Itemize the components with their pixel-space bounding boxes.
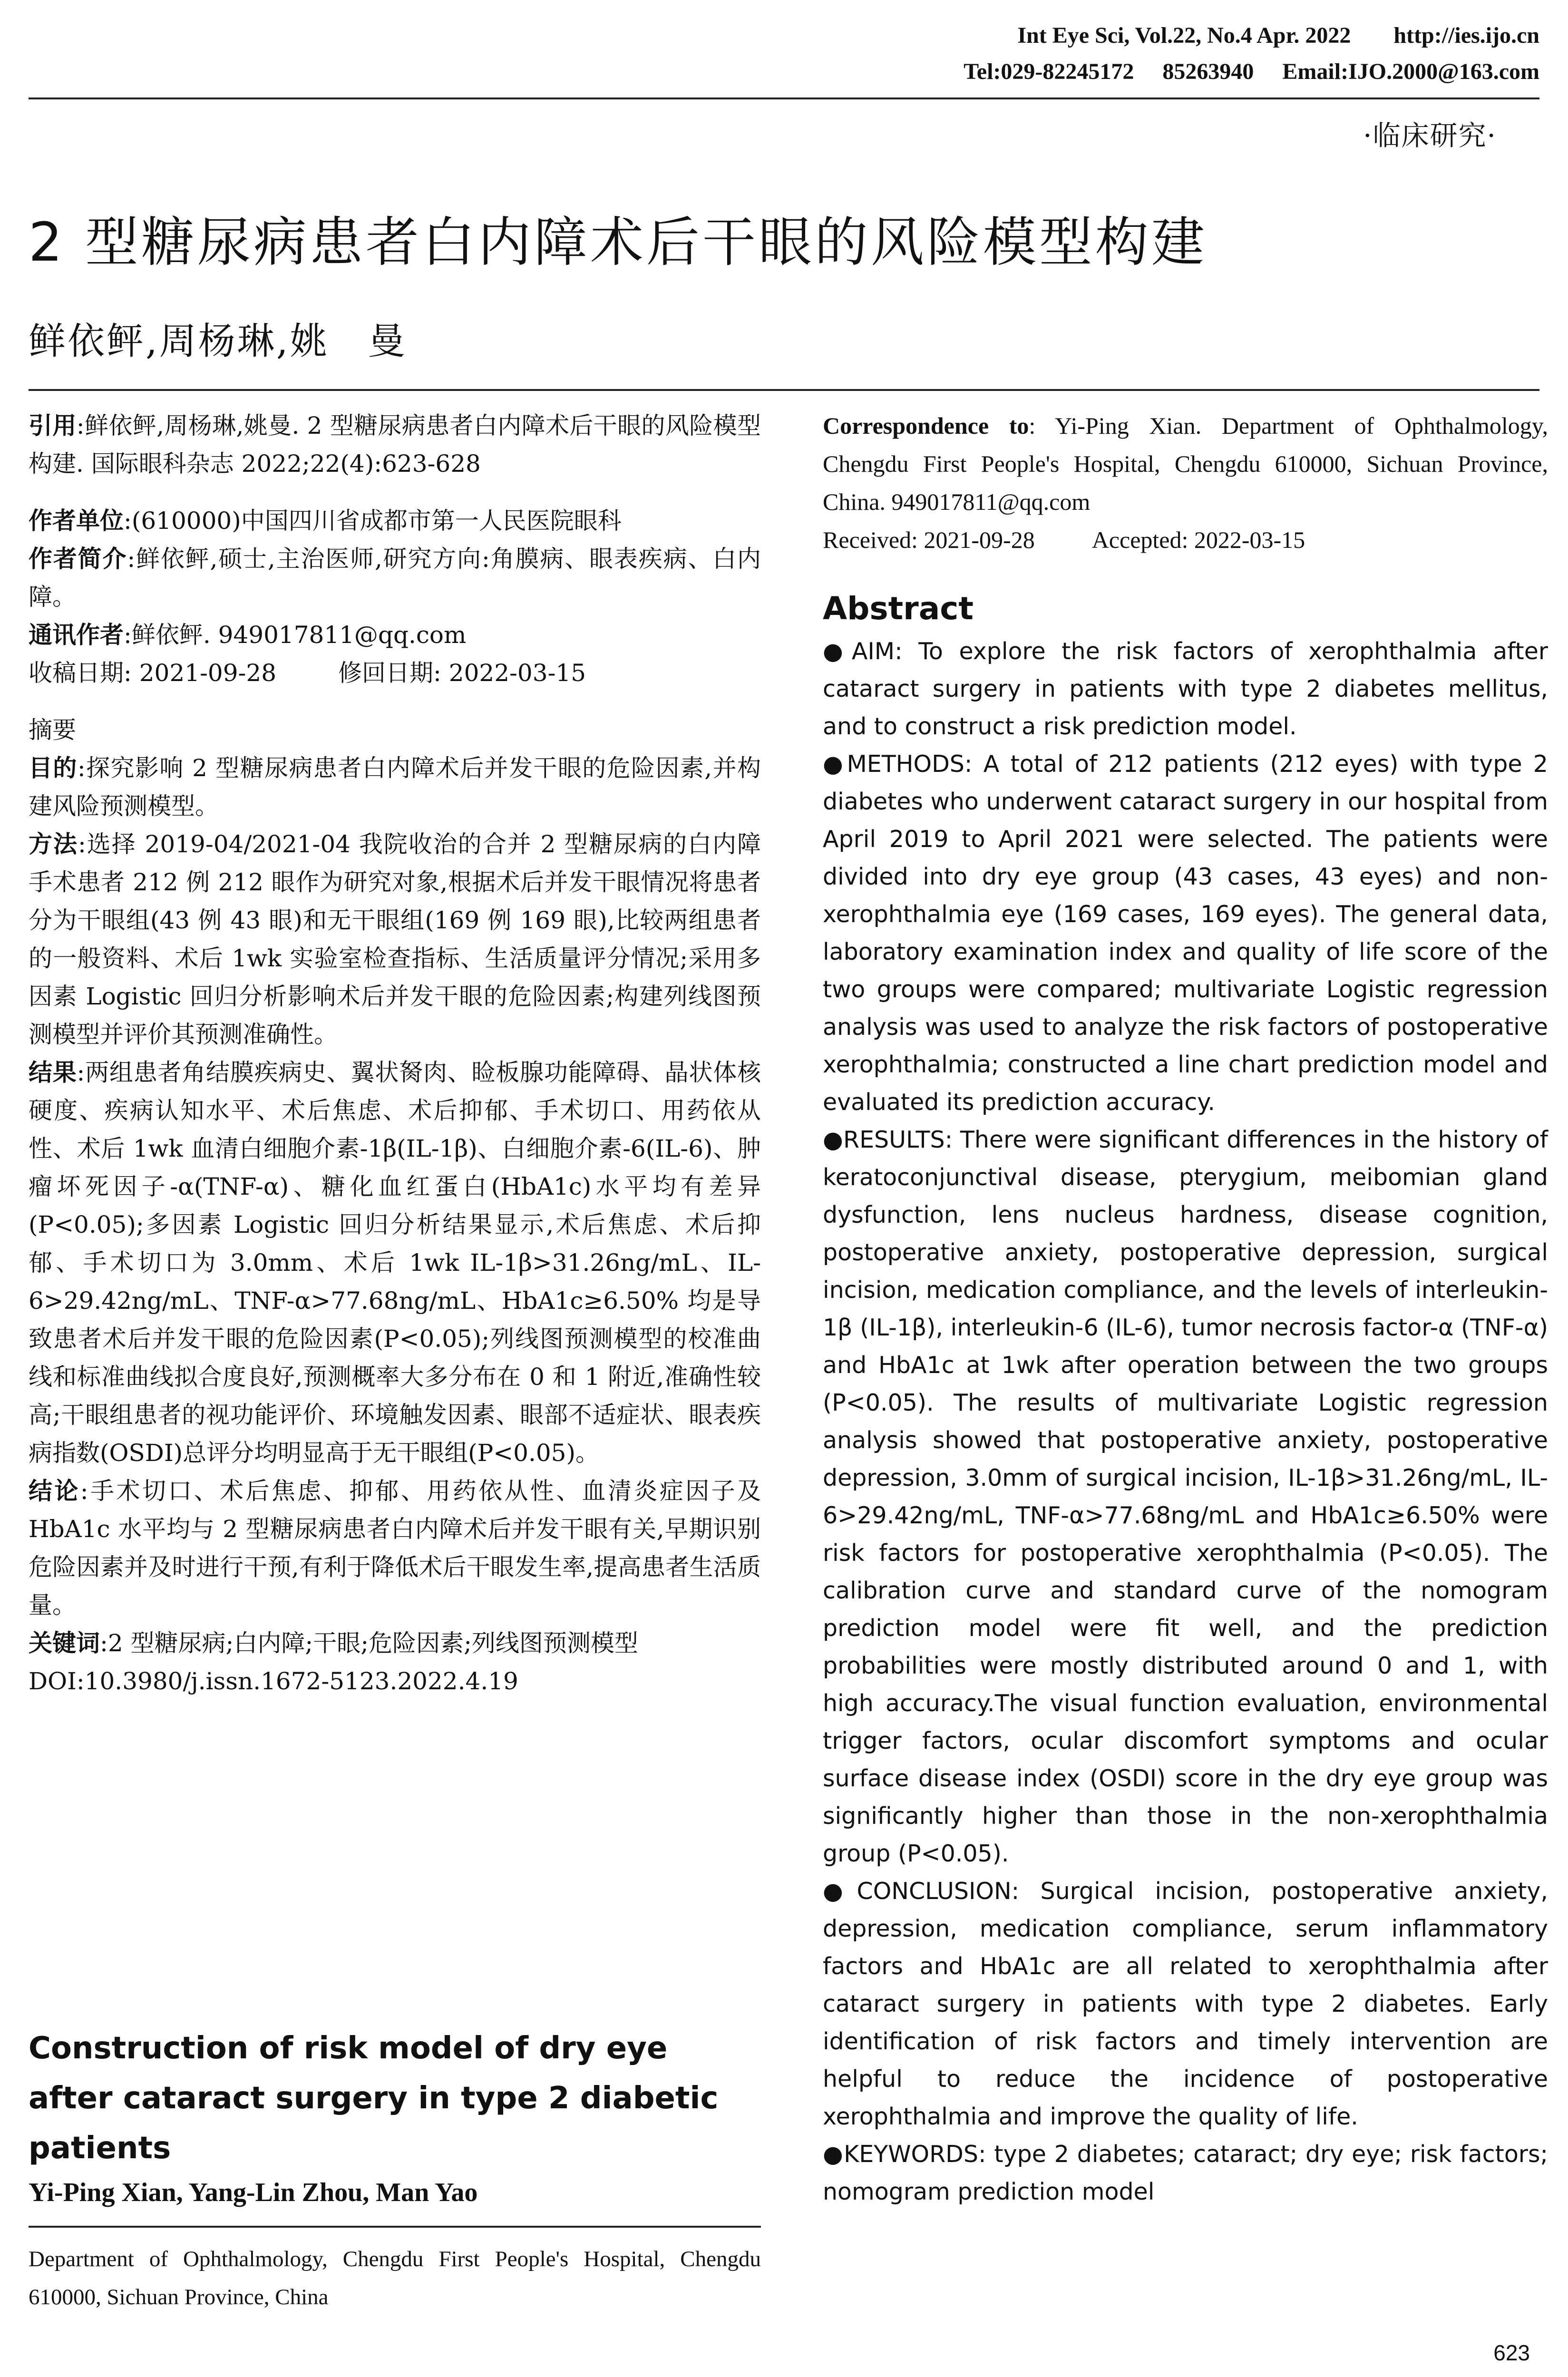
header-rule	[29, 97, 1539, 99]
aim-cn: 目的:探究影响 2 型糖尿病患者白内障术后并发干眼的危险因素,并构建风险预测模型。	[29, 754, 761, 820]
running-header	[1017, 19, 1539, 52]
conclusion-cn: 结论:手术切口、术后焦虑、抑郁、用药依从性、血清炎症因子及 HbA1c 水平均与 2 型糖尿病患者白内障术后并发干眼有关,早期识别危险因素并及时进行干预,有利于降低术后干眼发生率,提高患者生活质量。	[29, 1477, 761, 1619]
authors-rule	[29, 2226, 761, 2228]
journal-url[interactable]: http://ies.ijo.cn	[1393, 23, 1539, 48]
affiliation: 作者单位:(610000)中国四川省成都市第一人民医院眼科	[29, 507, 622, 535]
title-cn: 2 型糖尿病患者白内障术后干眼的风险模型构建	[29, 212, 1208, 273]
corresponding-author: 通讯作者:鲜依鲆. 949017811@qq.com	[29, 621, 467, 649]
methods-en: ●METHODS: A total of 212 patients (212 eyes) with type 2 diabetes who underwent cataract surgery in our hospital from April 2019 to April 2021 were selected. The patients were divided into dry eye group (43 cases, 43 eyes) and non-xerophthalmia eye (169 cases, 169 eyes). The general data, laboratory examination index and quality of life score of the two groups were compared; multivariate Logistic regression analysis was used to analyze the risk factors of postoperative xerophthalmia; constructed a line chart prediction model and evaluated its prediction accuracy.	[823, 750, 1548, 1116]
results-en: ●RESULTS: There were significant differences in the history of keratoconjunctival disease, pterygium, meibomian gland dysfunction, lens nucleus hardness, disease cognition, postoperative anxiety, postoperative depression, surgical incision, medication compliance, and the levels of interleukin-1β (IL-1β), interleukin-6 (IL-6), tumor necrosis factor-α (TNF-α) and HbA1c at 1wk after operation between the two groups (P<0.05). The results of multivariate Logistic regression analysis showed that postoperative anxiety, postoperative depression, 3.0mm of surgical incision, IL-1β>31.26ng/mL, IL-6>29.42ng/mL, TNF-α>77.68ng/mL and HbA1c≥6.50% were risk factors for postoperative xerophthalmia (P<0.05). The calibration curve and standard curve of the nomogram prediction model were fit well, and the prediction probabilities were mostly distributed around 0 and 1, with high accuracy.The visual function evaluation, environmental trigger factors, ocular discomfort symptoms and ocular surface disease index (OSDI) score in the dry eye group was significantly higher than those in the non-xerophthalmia group (P<0.05).	[823, 1126, 1548, 1867]
results-cn: 结果:两组患者角结膜疾病史、翼状胬肉、睑板腺功能障碍、晶状体核硬度、疾病认知水平、术后焦虑、术后抑郁、手术切口、用药依从性、术后 1wk 血清白细胞介素-1β(IL-1β)、白细胞介素-6(IL-6)、肿瘤坏死因子-α(TNF-α)、糖化血红蛋白(HbA1c)水平均有差异(P<0.05);多因素 Logistic 回归分析结果显示,术后焦虑、术后抑郁、手术切口为 3.0mm、术后 1wk IL-1β>31.26ng/mL、IL-6>29.42ng/mL、TNF-α>77.68ng/mL、HbA1c≥6.50% 均是导致患者术后并发干眼的危险因素(P<0.05);列线图预测模型的校准曲线和标准曲线拟合度良好,预测概率大多分布在 0 和 1 附近,准确性较高;干眼组患者的视功能评价、环境触发因素、眼部不适症状、眼表疾病指数(OSDI)总评分均明显高于无干眼组(P<0.05)。	[29, 1059, 761, 1467]
dates-en: Received: 2021-09-28 Accepted: 2022-03-15	[823, 526, 1305, 553]
left-column	[29, 407, 761, 1700]
email[interactable]: Email:IJO.2000@163.com	[1282, 59, 1539, 84]
citation: 引用:鲜依鲆,周杨琳,姚曼. 2 型糖尿病患者白内障术后干眼的风险模型构建. 国际眼科杂志 2022;22(4):623-628	[29, 412, 761, 477]
abstract-heading-cn: 摘要	[29, 716, 76, 744]
aim-en: ●AIM: To explore the risk factors of xerophthalmia after cataract surgery in patients with type 2 diabetes mellitus, and to construct a risk prediction model.	[823, 638, 1548, 740]
keywords-en: ●KEYWORDS: type 2 diabetes; cataract; dry eye; risk factors; nomogram prediction model	[823, 2141, 1548, 2205]
abstract-heading-en: Abstract	[823, 590, 974, 627]
tel2: 85263940	[1162, 59, 1254, 84]
contact-header	[964, 55, 1539, 88]
title-rule	[29, 389, 1539, 391]
conclusion-en: ●CONCLUSION: Surgical incision, postoperative anxiety, depression, medication compliance, serum inflammatory factors and HbA1c are all related to xerophthalmia after cataract surgery in patients with type 2 diabetes. Early identification of risk factors and timely intervention are helpful to reduce the incidence of postoperative xerophthalmia and improve the quality of life.	[823, 1878, 1548, 2130]
doi[interactable]: DOI:10.3980/j.issn.1672-5123.2022.4.19	[29, 1667, 518, 1695]
authors-en: Yi-Ping Xian, Yang-Lin Zhou, Man Yao	[29, 2178, 478, 2207]
department-en: Department of Ophthalmology, Chengdu First People's Hospital, Chengdu 610000, Sichuan Province, China	[29, 2247, 761, 2309]
author-bio: 作者简介:鲜依鲆,硕士,主治医师,研究方向:角膜病、眼表疾病、白内障。	[29, 545, 761, 611]
right-column	[823, 407, 1548, 2211]
correspondence-en: Correspondence to: Yi-Ping Xian. Department of Ophthalmology, Chengdu First People's Hospital, Chengdu 610000, Sichuan Province, China. 949017811@qq.com	[823, 412, 1548, 515]
dates: 收稿日期: 2021-09-28 修回日期: 2022-03-15	[29, 659, 586, 687]
tel: Tel:029-82245172	[964, 59, 1134, 84]
section-tag: ·临床研究·	[1363, 119, 1497, 152]
page-number: 623	[1493, 2340, 1530, 2365]
title-en: Construction of risk model of dry eye after cataract surgery in type 2 diabetic patients	[29, 2031, 719, 2166]
methods-cn: 方法:选择 2019-04/2021-04 我院收治的合并 2 型糖尿病的白内障手术患者 212 例 212 眼作为研究对象,根据术后并发干眼情况将患者分为干眼组(43 例 43 眼)和无干眼组(169 例 169 眼),比较两组患者的一般资料、术后 1wk 实验室检查指标、生活质量评分情况;采用多因素 Logistic 回归分析影响术后并发干眼的危险因素;构建列线图预测模型并评价其预测准确性。	[29, 830, 761, 1048]
authors-cn: 鲜依鲆,周杨琳,姚 曼	[29, 320, 407, 363]
keywords-cn: 关键词:2 型糖尿病;白内障;干眼;危险因素;列线图预测模型	[29, 1629, 638, 1657]
journal-info: Int Eye Sci, Vol.22, No.4 Apr. 2022	[1017, 23, 1351, 48]
